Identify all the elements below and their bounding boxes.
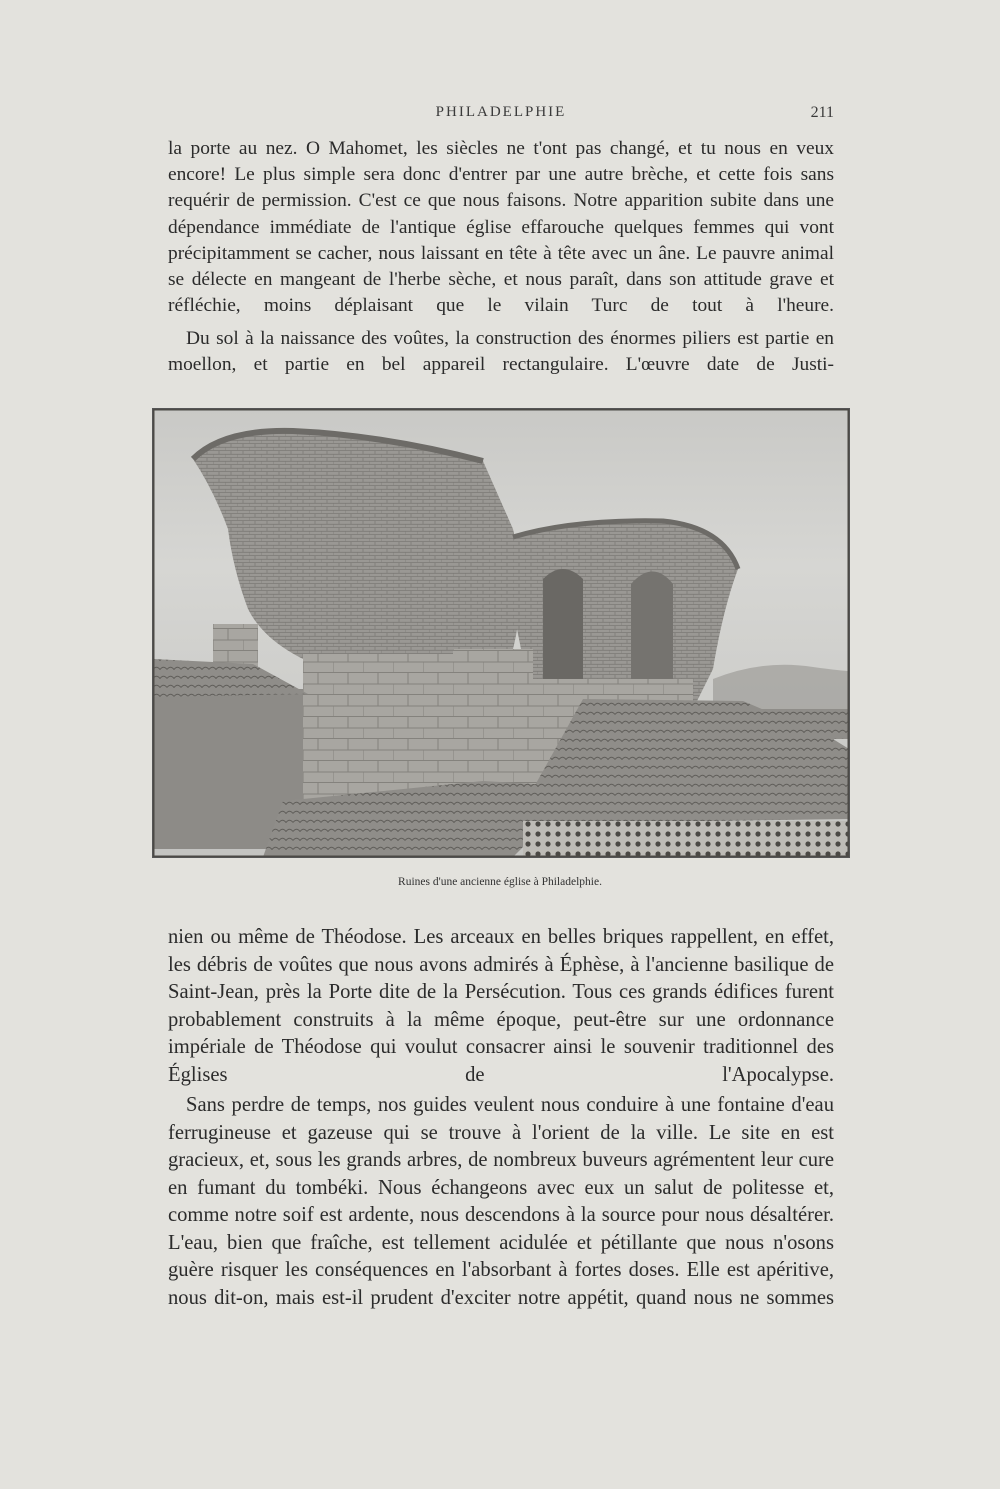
running-title: PHILADELPHIE xyxy=(435,104,567,120)
ruins-photograph xyxy=(152,408,850,858)
paragraph: la porte au nez. O Mahomet, les siècles ne t'ont pas changé, et tu nous en veux encore! Le plus simple sera donc d'entrer par une autre brèche, et cette fois sans requérir de permission. C'est ce que nous faisons. Notre apparition subite dans une dépendance immédiate de l'antique église effarouche quelques femmes qui vont précipitamment se cacher, nous laissant en tête à tête avec un âne. Le pauvre animal se délecte en mangeant de l'herbe sèche, et nous paraît, dans son attitude grave et réfléchie, moins déplaisant que le vilain Turc de tout à l'heure. xyxy=(168,138,834,317)
paragraph: Sans perdre de temps, nos guides veulent nous conduire à une fontaine d'eau ferrugineuse et gazeuse qui se trouve à l'orient de la ville. Le site en est gracieux, et, sous les grands arbres, de nombreux buveurs agrémentent leur cure en fumant du tombéki. Nous échangeons avec eux un salut de politesse et, comme notre soif est ardente, nous descendons à la source pour nous désaltérer. L'eau, bien que fraîche, est tellement acidulée et pétillante que nous n'osons guère risquer les conséquences en l'absorbant à fortes doses. Elle est apéritive, nous dit-on, mais est-il prudent d'exciter notre appétit, quand nous ne sommes xyxy=(168,1094,834,1309)
running-header xyxy=(168,104,834,130)
paragraph: nien ou même de Théodose. Les arceaux en belles briques rappellent, en effet, les débris de voûtes que nous avons admirés à Éphèse, à l'ancienne basilique de Saint-Jean, près la Porte dite de la Persécution. Tous ces grands édifices furent probablement construits à la même époque, peut-être sur une ordonnance impériale de Théodose qui voulut consacrer ainsi le souvenir traditionnel des Églises de l'Apocalypse. xyxy=(168,926,834,1086)
figure-caption: Ruines d'une ancienne église à Philadelphie. xyxy=(398,876,602,888)
page-number: 211 xyxy=(810,104,834,121)
paragraph: Du sol à la naissance des voûtes, la construction des énormes piliers est partie en moellon, et partie en bel appareil rectangulaire. L'œuvre date de Justi- xyxy=(168,328,834,376)
